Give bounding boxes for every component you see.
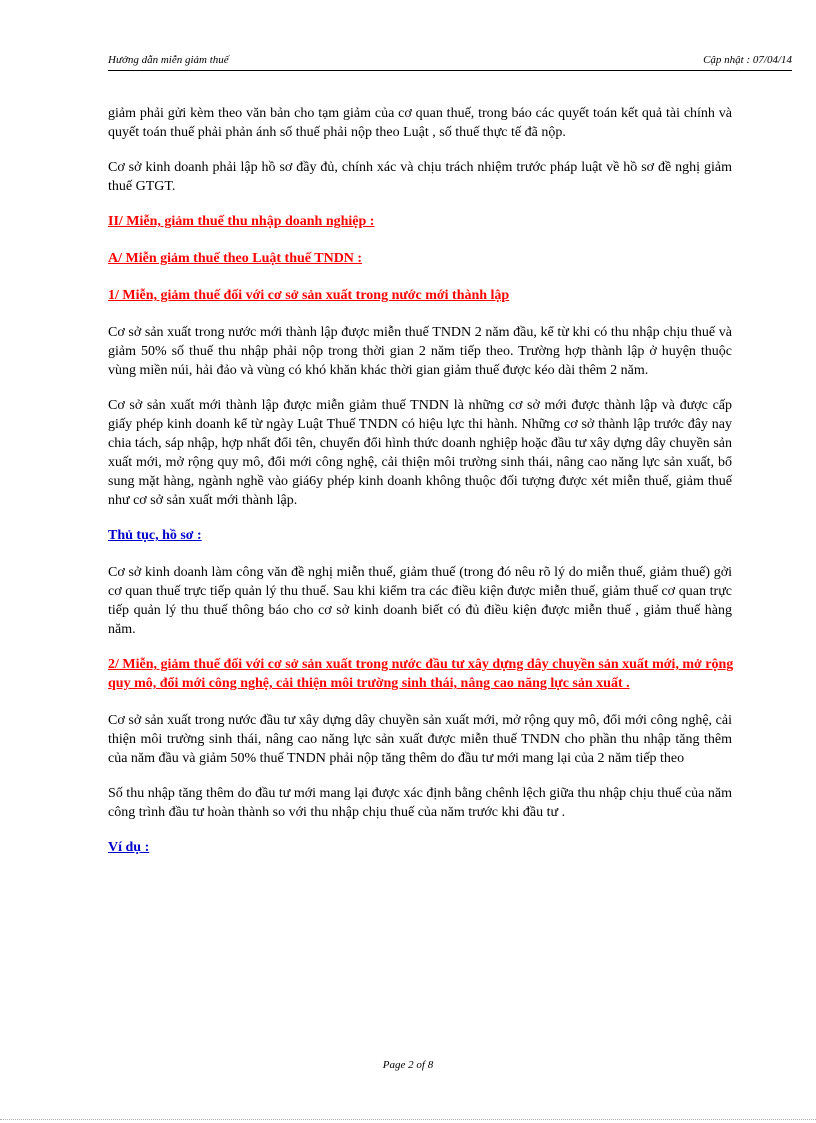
heading-procedure-dossier: Thủ tục, hồ sơ : (108, 528, 202, 543)
header-document-title: Hướng dẫn miễn giảm thuế (108, 54, 229, 66)
paragraph-new-producer-exemption: Cơ sở sản xuất trong nước mới thành lập được miễn thuế TNDN 2 năm đầu, kể từ khi có thu nhập chịu thuế và giảm 50% số thuế thu nhập phải nộp trong thời gian 2 năm tiếp theo. Trường hợp thành lập ở huyện thuộc vùng miền núi, hải đảo và vùng có khó khăn khác thời gian giảm thuế được kéo dài thêm 2 năm. (108, 325, 732, 378)
header-update-date: Cập nhật : 07/04/14 (703, 54, 792, 66)
paragraph-increased-income: Số thu nhập tăng thêm do đầu tư mới mang lại được xác định bằng chênh lệch giữa thu nhập chịu thuế của năm công trình đầu tư hoàn thành so với thu nhập chịu thuế của năm trước khi đầu tư . (108, 786, 732, 820)
page-break-divider (0, 1119, 816, 1120)
paragraph-vat-dossier: Cơ sở kinh doanh phải lập hồ sơ đầy đủ, chính xác và chịu trách nhiệm trước pháp luật về hồ sơ đề nghị giảm thuế GTGT. (108, 160, 732, 194)
paragraph-new-producer-definition: Cơ sở sản xuất mới thành lập được miễn giảm thuế TNDN là những cơ sở mới được thành lập và được cấp giấy phép kinh doanh kể từ ngày Luật Thuế TNDN có hiệu lực thi hành. Những cơ sở thành lập trước đây nay chia tách, sáp nhập, hợp nhất đổi tên, chuyển đổi hình thức doanh nghiệp hoặc đầu tư xây dựng dây chuyền sản xuất mới, mở rộng quy mô, đổi mới công nghệ, cải thiện môi trường sinh thái, nâng cao năng lực sản xuất, bổ sung mặt hàng, ngành nghề vào giá6y phép kinh doanh không thuộc đối tượng được xét miễn thuế, giảm thuế như cơ sở sản xuất mới thành lập. (108, 398, 732, 508)
heading-new-domestic-producers: 1/ Miễn, giảm thuế đối với cơ sở sản xuất trong nước mới thành lập (108, 288, 510, 303)
subsection-heading-cit-law: A/ Miễn giảm thuế theo Luật thuế TNDN : (108, 251, 363, 266)
heading-example: Ví dụ : (108, 840, 150, 855)
paragraph-procedure: Cơ sở kinh doanh làm công văn đề nghị miễn thuế, giảm thuế (trong đó nêu rõ lý do miễn thuế, giảm thuế) gởi cơ quan thuế trực tiếp quản lý thu thuế. Sau khi kiểm tra các điều kiện được miễn thuế, giảm thuế cơ quan trực tiếp quản lý thu thuế thông báo cho cơ sở kinh doanh biết có đủ điều kiện được miễn thuế , giảm thuế hàng năm. (108, 565, 732, 637)
paragraph-tax-reduction-report: giảm phải gửi kèm theo văn bản cho tạm giảm của cơ quan thuế, trong báo các quyết toán kết quả tài chính và quyết toán thuế phải phản ánh số thuế phải nộp theo Luật , số thuế thực tế đã nộp. (108, 106, 732, 140)
heading-investment-exemption: 2/ Miễn, giảm thuế đối với cơ sở sản xuất trong nước đầu tư xây dựng dây chuyền sản xuất mới, mở rộng quy mô, đổi mới công nghệ, cải thiện môi trường sinh thái, nâng cao năng lực sản xuất . (108, 657, 734, 691)
paragraph-investment-exemption: Cơ sở sản xuất trong nước đầu tư xây dựng dây chuyền sản xuất mới, mở rộng quy mô, đổi mới công nghệ, cải thiện môi trường sinh thái, nâng cao năng lực sản xuất được miễn thuế TNDN cho phần thu nhập tăng thêm của năm đầu và giảm 50% thuế TNDN phải nộp tăng thêm do đầu tư mới mang lại của 2 năm tiếp theo (108, 713, 732, 766)
section-heading-cit-exemption: II/ Miễn, giảm thuế thu nhập doanh nghiệp : (108, 214, 375, 229)
page-header (108, 52, 792, 71)
page-number: Page 2 of 8 (382, 1059, 434, 1071)
document-body (108, 104, 732, 875)
